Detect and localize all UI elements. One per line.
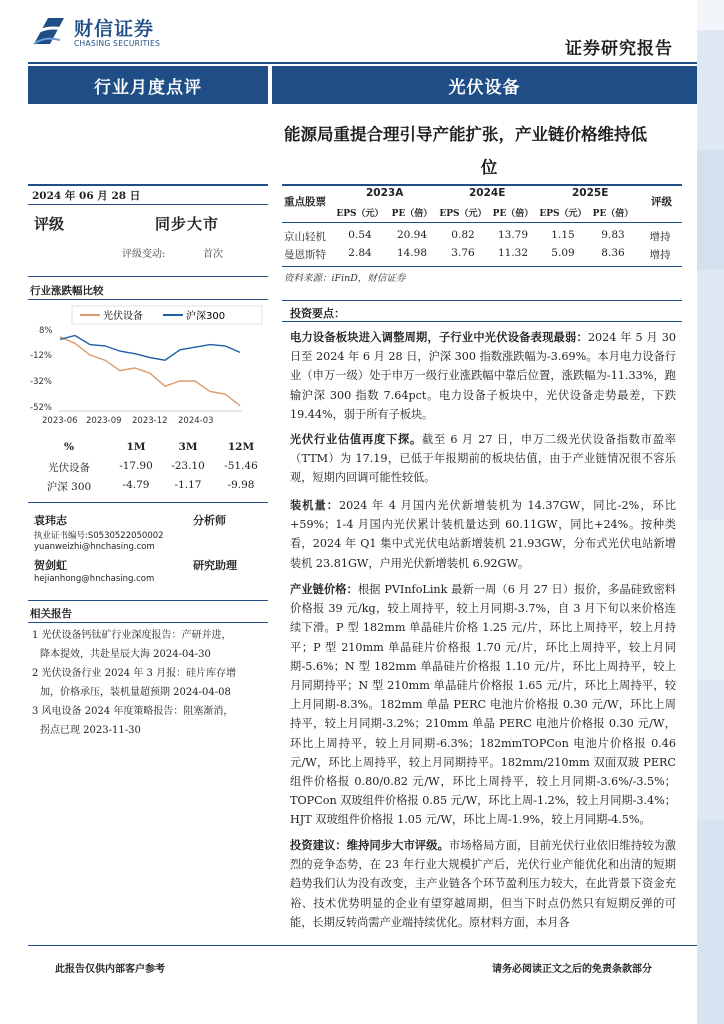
para-prices-body: 根据 PVInfoLink 最新一周（6 月 27 日）报价，多晶硅致密料价格报 39 元/kg，较上周持平，较上月同期-3.7%，自 3 月下旬以来价格连续下滑。P 型 182mm 单晶硅片价格 1.25 元/片，环比上周持平，较上月持平；P 型 210mm 单晶硅片价格报 1.70 元/片，环比上周持平，较上月同期-5.6%；N 型 182mm 单晶硅片价格报 1.10 元/片，环比上周持平，较上月同期持平；N 型 210mm 单晶硅片价格报 1.65 元/片，环比上周持平，较上月同期-8.3%。182mm 单晶 PERC 电池片价格报 0.30 元/W，环比上周持平，较上月同期-3.2%；210mm 单晶 PERC 电池片价格报 0.30 元/W，环比上周持平，较上月同期-6.3%；182mmTOPCon 电池片价格报 0.46 元/W，环比上周持平，较上月同期持平。182mm/210mm 双面双玻 PERC 组件价格报 0.80/0.82 元/W，环比上周持平，较上月同期-3.6%/-3.5%；TOPCon 双玻组件价格报 0.85 元/W，环比上周-1.2%，较上月同期-3.4%；HJT 双玻组件价格报 1.05 元/W，环比上周-1.9%，较上月同期-4.5%。 [290, 583, 676, 827]
perf-table [28, 437, 268, 497]
analyst-2-email[interactable]: hejianhong@hnchasing.com [34, 574, 155, 584]
year-2024: 2024E [469, 187, 506, 199]
pe-label: PE（倍） [492, 209, 534, 219]
stock-col-label: 重点股票 [284, 196, 326, 208]
rating-change-label: 评级变动: [122, 249, 166, 260]
logo-en-text: CHASING SECURITIES [74, 39, 161, 48]
report-type: 证券研究报告 [565, 39, 673, 59]
perf-cell: -9.98 [227, 479, 255, 491]
stock-cell: 13.79 [497, 229, 529, 241]
perf-row-pv [28, 460, 268, 475]
stock-cell: 20.94 [396, 229, 428, 241]
stock-cell: 0.82 [451, 229, 475, 241]
eps-pe-header [334, 206, 638, 219]
para-valuation-lead: 光伏行业估值再度下探。 [290, 432, 422, 446]
stock-cell: 9.83 [601, 229, 625, 241]
stock-cell: 3.76 [451, 247, 475, 259]
pe-label: PE（倍） [592, 209, 634, 219]
stock-rating: 增持 [649, 249, 671, 261]
x-tick-4: 2024-03 [178, 416, 214, 426]
stock-row [282, 229, 682, 244]
trend-title: 行业涨跌幅比较 [30, 285, 104, 297]
stock-cell: 0.54 [348, 229, 372, 241]
points-under-line [282, 321, 682, 322]
x-tick-3: 2023-12 [132, 416, 168, 426]
eps-label: EPS（元） [539, 209, 587, 219]
right-side-stripe [697, 0, 724, 1024]
perf-cell: -4.79 [122, 479, 150, 491]
para-installation-lead: 装机量： [290, 498, 339, 512]
perf-cell: -1.17 [174, 479, 202, 491]
pe-label: PE（倍） [391, 209, 433, 219]
page-title [284, 118, 694, 184]
related-item[interactable]: 1 光伏设备钙钛矿行业深度报告：产研并进， [32, 630, 232, 641]
related-top-line [28, 600, 268, 601]
trend-under-line [28, 299, 268, 300]
perf-header-1m: 1M [126, 441, 146, 453]
x-tick-1: 2023-06 [42, 416, 78, 426]
y-tick-1: 8% [39, 326, 53, 336]
x-tick-2: 2023-09 [86, 416, 122, 426]
rating-change-value: 首次 [203, 249, 223, 260]
eps-label: EPS（元） [439, 209, 487, 219]
para-market-body: 2024 年 5 月 30 日至 2024 年 6 月 28 日，沪深 300 指数涨跌幅为-3.69%。本月电力设备行业（申万一级）处于申万一级行业涨跌幅中靠后位置，涨跌幅为-11.33%，跑输沪深 300 指数 7.64pct。电力设备子板块中，光伏设备走势最差，下跌 19.44%，弱于所有子板块。 [290, 331, 676, 421]
perf-header-pct: % [64, 441, 74, 453]
page-title-line1: 能源局重提合理引导产能扩张，产业链价格维持低 [284, 125, 647, 144]
perf-header-3m: 3M [178, 441, 198, 453]
logo [30, 12, 180, 52]
legend-label-pv: 光伏设备 [103, 311, 143, 322]
logo-cn-text: 财信证券 [74, 18, 155, 40]
rating-value: 同步大市 [155, 215, 220, 233]
stock-cell: 8.36 [601, 247, 625, 259]
stock-name: 京山轻机 [284, 231, 326, 243]
logo-icon [30, 14, 68, 50]
rating-label: 评级 [34, 215, 65, 233]
perf-header-12m: 12M [227, 441, 255, 453]
report-date: 2024 年 06 月 28 日 [32, 190, 141, 202]
related-item[interactable]: 2 光伏设备行业 2024 年 3 月报：硅片库存增 [32, 668, 237, 679]
para-advice [290, 836, 676, 932]
para-market [290, 328, 676, 424]
perf-cell: 沪深 300 [46, 481, 92, 493]
analyst-1-name: 袁玮志 [34, 514, 67, 527]
stock-table [282, 184, 682, 284]
stock-cell: 2.84 [348, 247, 372, 259]
related-item[interactable]: 拐点已现 2023-11-30 [40, 725, 141, 736]
stock-cell: 11.32 [497, 247, 529, 259]
header-divider [28, 62, 697, 64]
year-2023: 2023A [366, 187, 404, 199]
related-under-line [28, 622, 268, 623]
stock-cell: 14.98 [396, 247, 428, 259]
band-industry: 光伏设备 [272, 66, 697, 104]
band-category: 行业月度点评 [28, 66, 268, 104]
points-title: 投资要点： [290, 307, 345, 320]
footer-right: 请务必阅读正文之后的免责条款部分 [492, 964, 652, 975]
para-valuation-body: 截至 6 月 27 日，申万二级光伏设备指数市盈率（TTM）为 17.19，已低于年报期前的板块估值，由于产业链情况很不容乐观，短期内回调可能性较低。 [290, 433, 676, 485]
date-bottom-line [28, 204, 268, 205]
related-item[interactable]: 加，价格承压，装机量超预期 2024-04-08 [40, 687, 231, 698]
footer-line [28, 945, 697, 946]
perf-cell: -17.90 [119, 460, 153, 472]
analyst-1-cert: 执业证书编号:S0530522050002 [34, 531, 164, 541]
para-installation-body: 2024 年 4 月国内光伏新增装机为 14.37GW，同比-2%，环比+59%；1-4 月国内光伏累计装机量达到 60.11GW，同比+24%。按种类看，2024 年 Q1 集中式光伏电站新增装机 21.93GW，分布式光伏电站新增装机 23.81GW，户用光伏新增装机 6.92GW。 [290, 499, 676, 570]
y-tick-3: -32% [30, 377, 52, 387]
stock-rating: 增持 [649, 231, 671, 243]
para-installation [290, 496, 676, 573]
eps-label: EPS（元） [336, 209, 384, 219]
stock-name: 曼恩斯特 [284, 249, 326, 261]
para-advice-body: 市场格局方面，目前光伏行业依旧维持较为激烈的竞争态势，在 23 年行业大规模扩产后，光伏行业产能优化和出清的短期趋势我们认为没有改变，主产业链各个环节盈利压力较大，在此背景下资金充裕、技术优势明显的企业有望穿越周期，但当下时点仍然只有短期反弹的可能，长期反转尚需产业端持续优化。原材料方面，本月各 [290, 839, 676, 929]
points-top-line [282, 300, 682, 301]
rating-col-label: 评级 [651, 196, 672, 208]
y-tick-2: -12% [30, 351, 52, 361]
analyst-2-role: 研究助理 [193, 559, 237, 572]
analyst-1-role: 分析师 [193, 514, 226, 527]
page-title-line2: 位 [480, 158, 498, 177]
para-prices [290, 580, 676, 830]
footer-left: 此报告仅供内部客户参考 [55, 964, 165, 975]
perf-cell: -51.46 [224, 460, 258, 472]
year-2025: 2025E [572, 187, 609, 199]
analyst-2-name: 贺剑虹 [34, 559, 67, 572]
perf-row-hs300 [28, 479, 268, 494]
analyst-1-email[interactable]: yuanweizhi@hnchasing.com [34, 542, 155, 552]
related-item[interactable]: 3 风电设备 2024 年度策略报告：阻塞渐消， [32, 706, 234, 717]
y-tick-4: -52% [30, 403, 52, 413]
date-top-line [28, 184, 268, 186]
para-advice-lead: 投资建议：维持同步大市评级。 [290, 838, 449, 852]
related-list [32, 626, 266, 740]
stock-table-bottom-line [282, 266, 682, 267]
series-line-hs300 [60, 336, 240, 361]
perf-bottom-line [28, 502, 268, 503]
stock-row [282, 247, 682, 262]
perf-cell: 光伏设备 [48, 462, 90, 474]
stock-header-line [282, 222, 682, 223]
stock-cell: 1.15 [551, 229, 575, 241]
perf-header-row [28, 441, 268, 453]
trend-chart [28, 303, 268, 428]
perf-cell: -23.10 [171, 460, 205, 472]
related-title: 相关报告 [30, 608, 72, 620]
legend-label-hs300: 沪深300 [186, 311, 226, 322]
para-valuation [290, 430, 676, 488]
trend-top-line [28, 276, 268, 277]
para-prices-lead: 产业链价格： [290, 582, 358, 596]
stock-source: 资料来源：iFinD，财信证券 [284, 273, 406, 284]
series-line-pv [60, 337, 240, 406]
para-market-lead: 电力设备板块进入调整周期，子行业中光伏设备表现最弱： [290, 330, 588, 344]
stock-cell: 5.09 [551, 247, 575, 259]
related-item[interactable]: 降本提效，共赴星辰大海 2024-04-30 [40, 649, 211, 660]
stock-table-top-line [282, 184, 682, 186]
